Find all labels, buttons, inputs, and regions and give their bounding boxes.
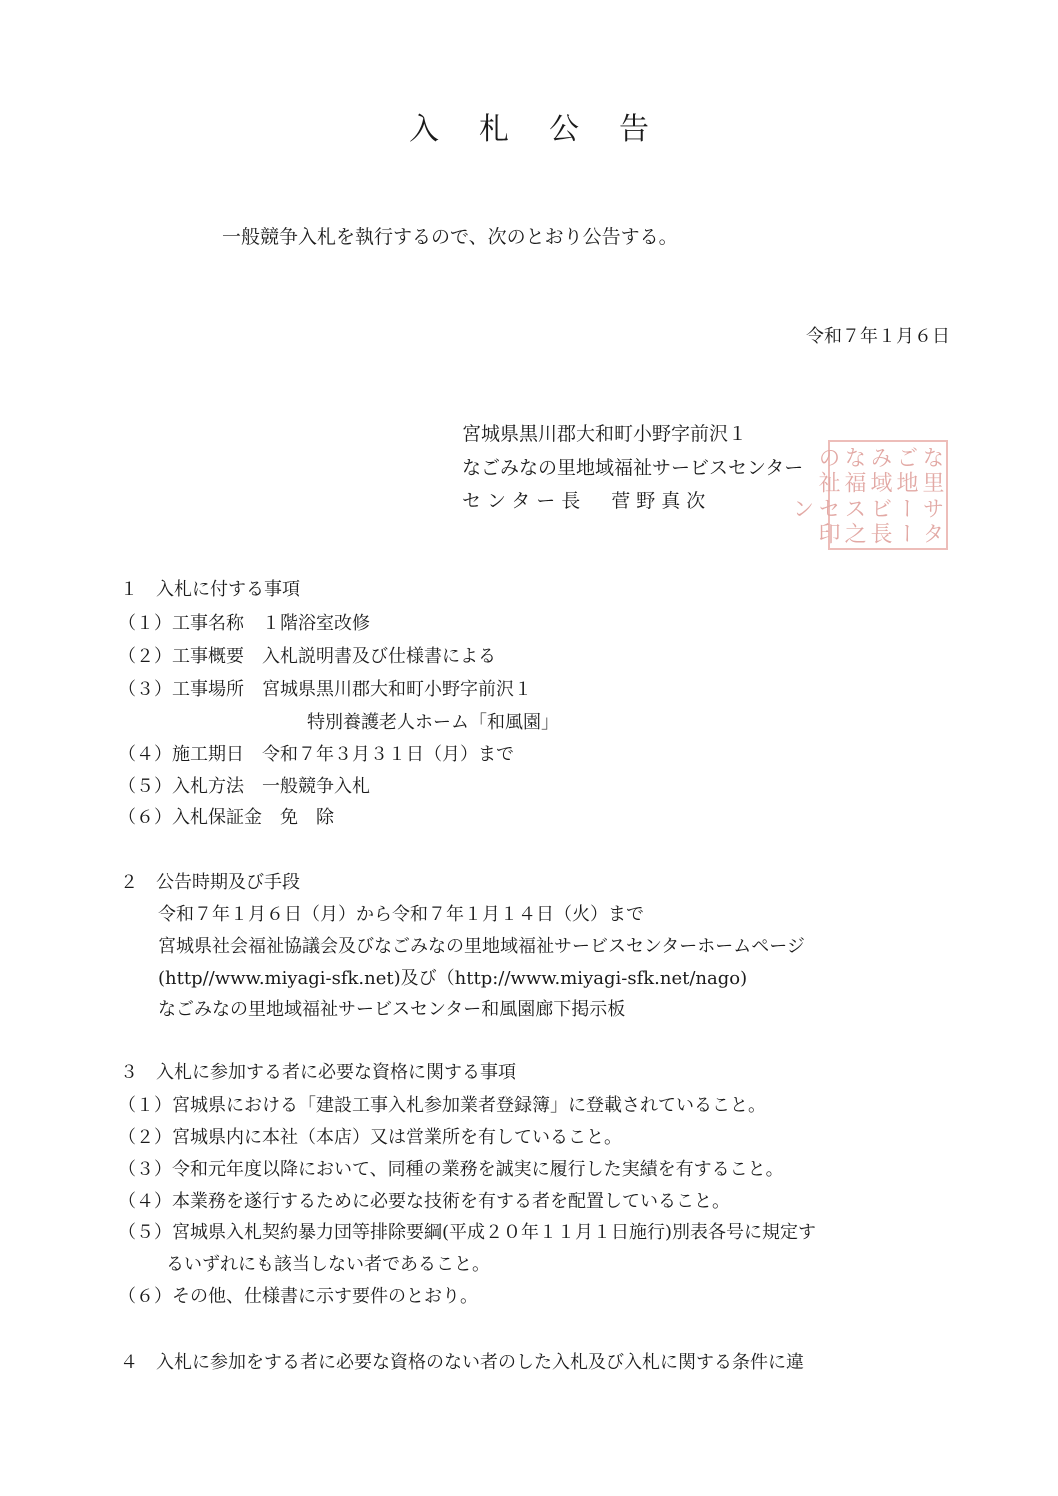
seal-column: ター長之印 — [815, 522, 944, 545]
section-3-heading: ３ 入札に参加する者に必要な資格に関する事項 — [120, 1062, 516, 1083]
issuer-representative: センター長 菅野真次 — [462, 490, 712, 512]
section-1-heading: １ 入札に付する事項 — [120, 579, 300, 600]
seal-column: なごみなの — [815, 445, 944, 468]
section-3-item: （３）令和元年度以降において、同種の業務を誠実に履行した実績を有すること。 — [118, 1159, 784, 1180]
section-2-url-line: (http//www.miyagi-sfk.net)及び（http://www.miyagi-sfk.net/nago) — [158, 968, 748, 989]
section-3-item: （５）宮城県入札契約暴力団等排除要綱(平成２０年１１月１日施行)別表各号に規定す — [118, 1222, 817, 1243]
issuer-address: 宮城県黒川郡大和町小野字前沢１ — [462, 423, 748, 445]
intro-statement: 一般競争入札を執行するので、次のとおり公告する。 — [222, 226, 678, 248]
section-1-item: （２）工事概要 入札説明書及び仕様書による — [118, 646, 496, 667]
section-1-item: （３）工事場所 宮城県黒川郡大和町小野字前沢１ — [118, 679, 532, 700]
section-2-line: 宮城県社会福祉協議会及びなごみなの里地域福祉サービスセンターホームページ — [158, 936, 805, 957]
issuer-organization: なごみなの里地域福祉サービスセンター — [462, 457, 804, 479]
seal-column: 里地域福祉 — [815, 471, 944, 494]
seal-column: サービスセン — [789, 496, 944, 519]
section-1-item: （６）入札保証金 免 除 — [118, 807, 334, 828]
section-2-heading: ２ 公告時期及び手段 — [120, 872, 300, 893]
section-2-line: 令和７年１月６日（月）から令和７年１月１４日（火）まで — [158, 904, 644, 925]
section-4-heading: ４ 入札に参加をする者に必要な資格のない者のした入札及び入札に関する条件に違 — [120, 1352, 804, 1373]
section-1-item-continuation: 特別養護老人ホーム「和風園」 — [307, 712, 559, 733]
section-2-line: なごみなの里地域福祉サービスセンター和風園廊下掲示板 — [158, 999, 626, 1020]
section-3-item: （６）その他、仕様書に示す要件のとおり。 — [118, 1286, 478, 1307]
section-1-item: （５）入札方法 一般競争入札 — [118, 776, 370, 797]
section-3-item: （４）本業務を遂行するために必要な技術を有する者を配置していること。 — [118, 1191, 730, 1212]
notice-date: 令和７年１月６日 — [806, 326, 950, 347]
section-3-item: （１）宮城県における「建設工事入札参加業者登録簿」に登載されていること。 — [118, 1095, 766, 1116]
section-1-item: （１）工事名称 １階浴室改修 — [118, 613, 370, 634]
section-3-item-continuation: るいずれにも該当しない者であること。 — [166, 1254, 490, 1275]
document-title: 入札公告 — [409, 112, 689, 147]
section-1-item: （４）施工期日 令和７年３月３１日（月）まで — [118, 744, 514, 765]
section-3-item: （２）宮城県内に本社（本店）又は営業所を有していること。 — [118, 1127, 622, 1148]
official-seal-stamp — [789, 440, 948, 550]
